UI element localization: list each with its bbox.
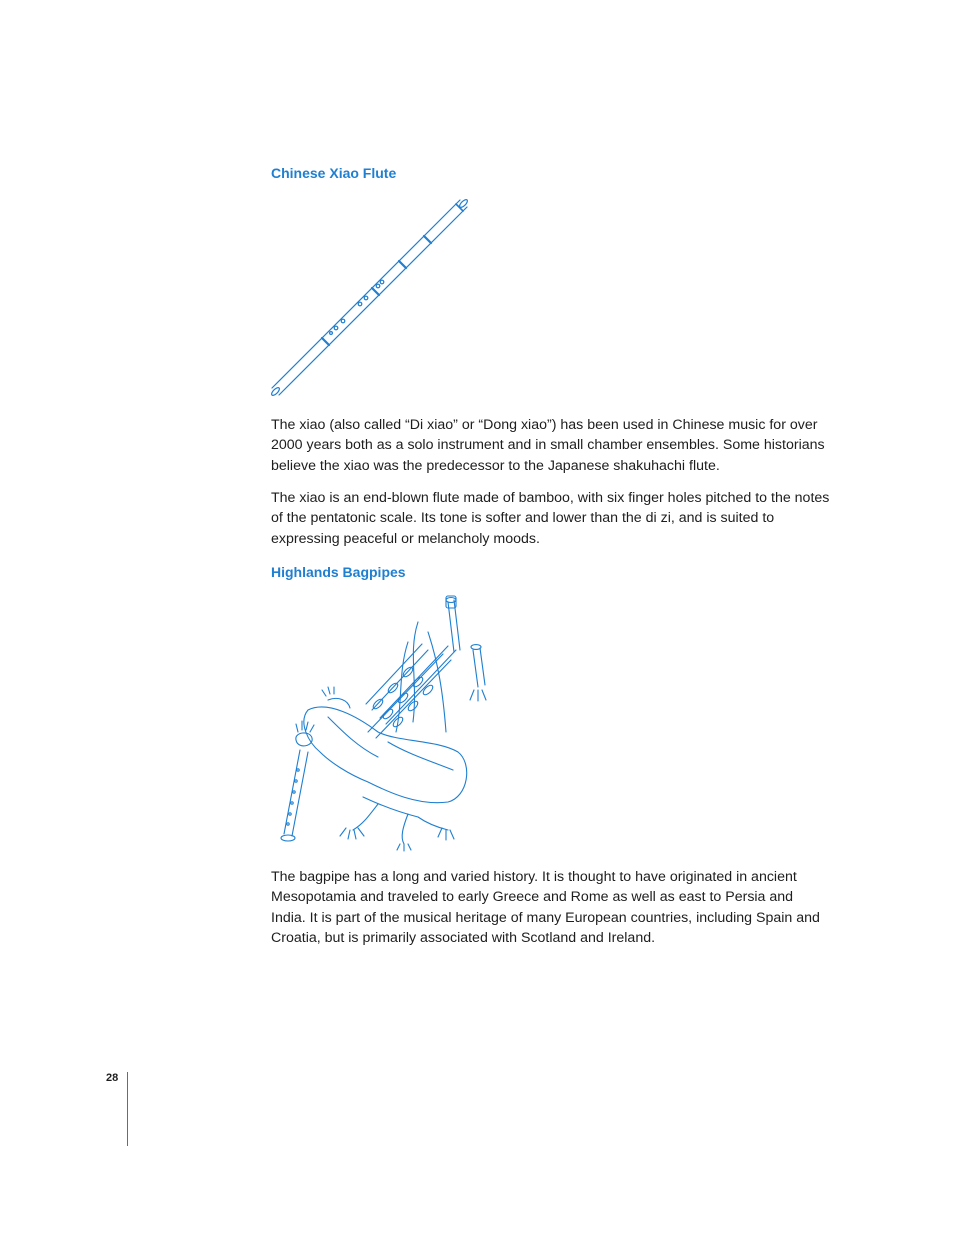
xiao-flute-drawing [268, 195, 478, 400]
section-heading-xiao: Chinese Xiao Flute [271, 165, 397, 181]
section-heading-bagpipes: Highlands Bagpipes [271, 564, 406, 580]
paragraph-xiao-description: The xiao is an end-blown flute made of bamboo, with six finger holes pitched to the notes of the pentatonic scale. Its tone is softer and lower than the di zi, and is suited to expressing peaceful or melancholy moods. [271, 490, 830, 547]
margin-rule [127, 1072, 128, 1146]
page-number: 28 [106, 1072, 119, 1084]
bagpipes-drawing [268, 592, 503, 854]
paragraph-xiao-history: The xiao (also called “Di xiao” or “Dong xiao”) has been used in Chinese music for over 2000 years both as a solo instrument and in small chamber ensembles. Some historians believe the xiao was the predecessor to the Japanese shakuhachi flute. [271, 417, 825, 474]
paragraph-bagpipe-history: The bagpipe has a long and varied history. It is thought to have originated in ancient Mesopotamia and traveled to early Greece and Rome as well as east to Persia and India. It is part of the musical heritage of many European countries, including Spain and Croatia, but is primarily associated with Scotland and Ireland. [271, 869, 820, 947]
xiao-flute-illustration [268, 195, 478, 400]
bagpipes-illustration [268, 592, 503, 854]
